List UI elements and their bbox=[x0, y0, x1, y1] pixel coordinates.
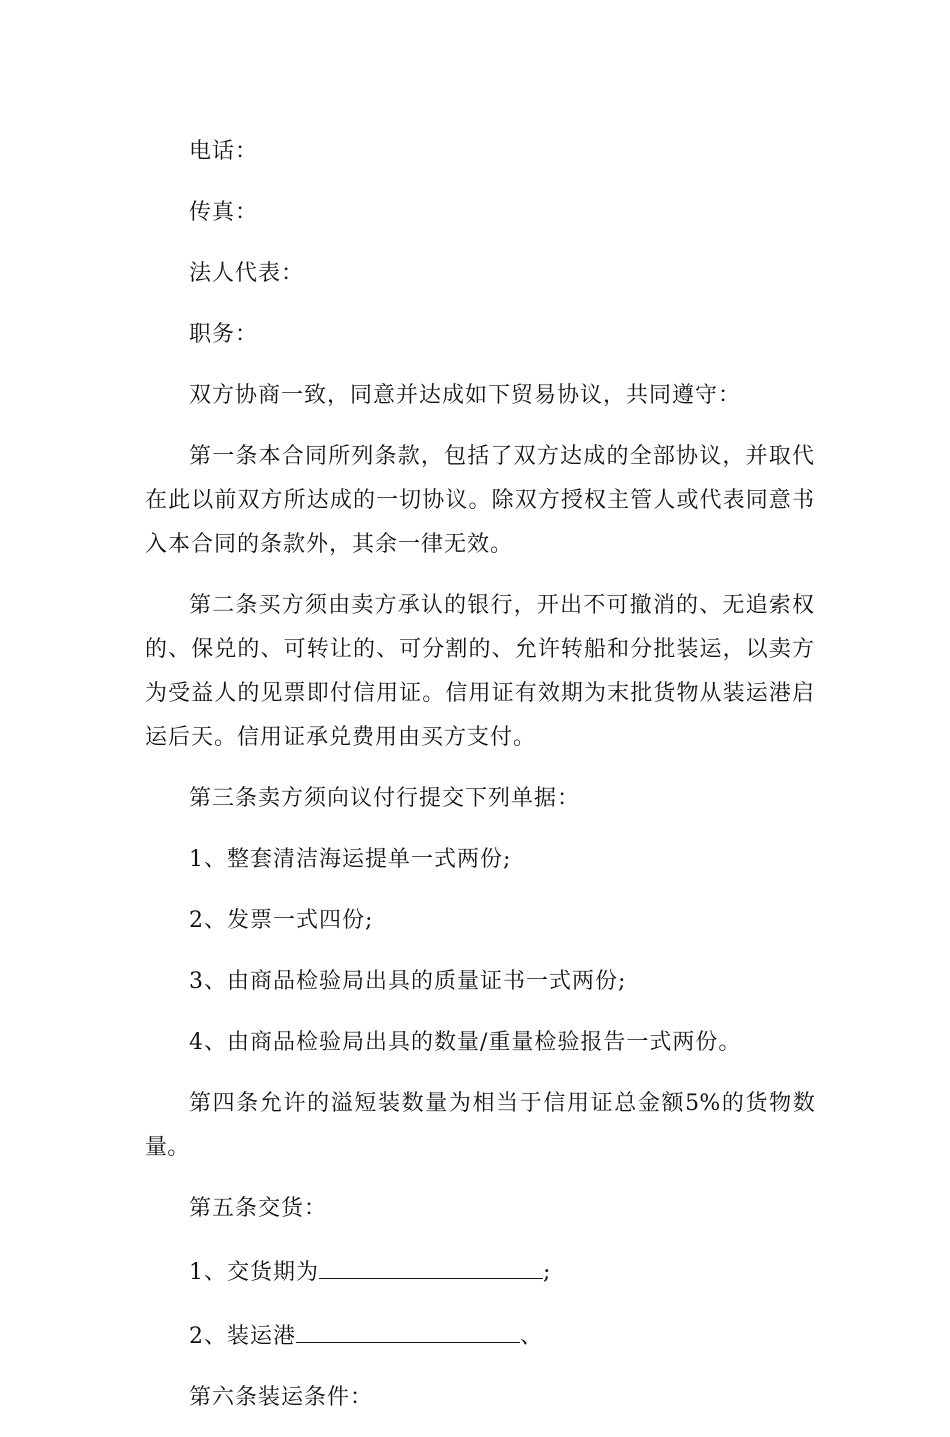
loading-port-line bbox=[145, 1312, 815, 1359]
document-item-4: 4、由商品检验局出具的数量/重量检验报告一式两份。 bbox=[189, 1030, 742, 1055]
delivery-period-prefix: 1、交货期为 bbox=[189, 1260, 319, 1285]
loading-port-suffix: 、 bbox=[520, 1324, 544, 1349]
phone-field-label: 电话： bbox=[189, 139, 259, 164]
article-5-heading: 第五条交货： bbox=[189, 1196, 328, 1221]
legal-representative-label: 法人代表： bbox=[189, 261, 305, 286]
delivery-period-suffix: ; bbox=[543, 1260, 552, 1285]
article-2: 第二条买方须由卖方承认的银行，开出不可撤消的、无追索权的、保兑的、可转让的、可分割的、允许转船和分批装运，以卖方为受益人的见票即付信用证。信用证有效期为末批货物从装运港启运后天。信用证承兑费用由买方支付。 bbox=[145, 593, 815, 750]
contract-body bbox=[145, 130, 815, 1437]
article-3-heading: 第三条卖方须向议付行提交下列单据： bbox=[189, 786, 581, 811]
document-item-1: 1、整套清洁海运提单一式两份; bbox=[189, 847, 512, 872]
agreement-intro: 双方协商一致，同意并达成如下贸易协议，共同遵守： bbox=[189, 383, 742, 408]
article-4: 第四条允许的溢短装数量为相当于信用证总金额5%的货物数量。 bbox=[145, 1091, 815, 1160]
fax-field-label: 传真： bbox=[189, 200, 259, 225]
document-item-3: 3、由商品检验局出具的质量证书一式两份; bbox=[189, 969, 627, 994]
loading-port-prefix: 2、装运港 bbox=[189, 1324, 296, 1349]
article-6-heading: 第六条装运条件： bbox=[189, 1385, 374, 1410]
delivery-period-blank[interactable] bbox=[319, 1248, 543, 1279]
article-1: 第一条本合同所列条款，包括了双方达成的全部协议，并取代在此以前双方所达成的一切协议。除双方授权主管人或代表同意书入本合同的条款外，其余一律无效。 bbox=[145, 444, 815, 557]
position-field-label: 职务： bbox=[189, 322, 259, 347]
loading-port-blank[interactable] bbox=[296, 1312, 520, 1343]
document-item-2: 2、发票一式四份; bbox=[189, 908, 374, 933]
delivery-period-line bbox=[145, 1248, 815, 1295]
